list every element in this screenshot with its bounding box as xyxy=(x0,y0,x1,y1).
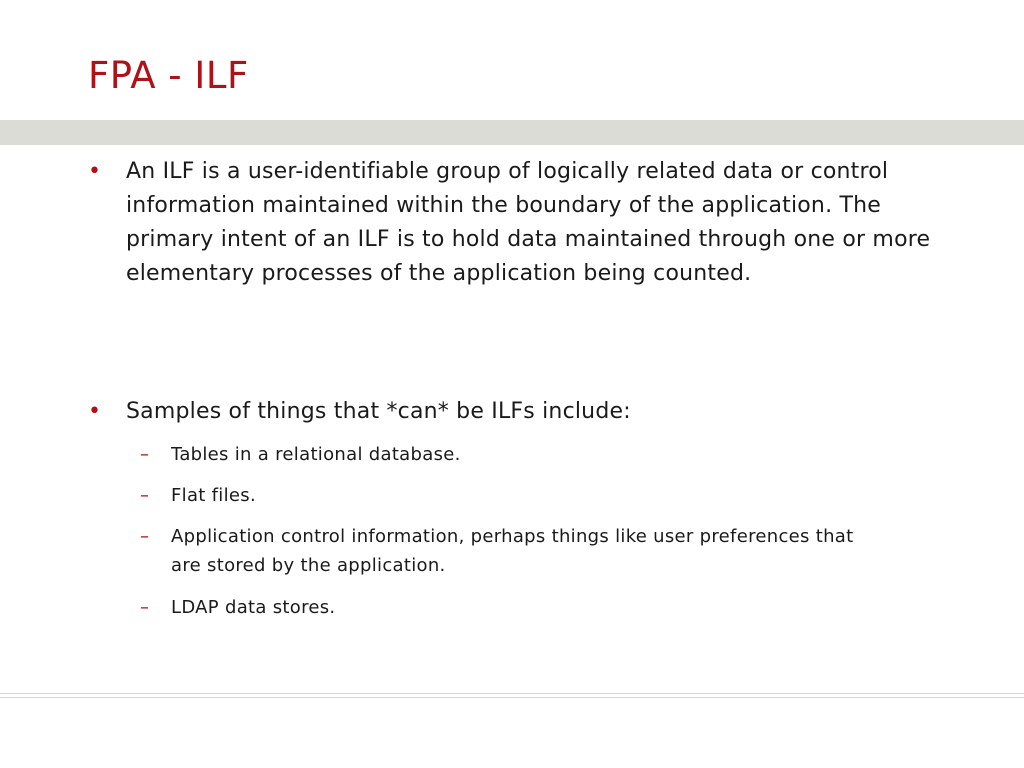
dash-icon: – xyxy=(140,444,149,465)
bullet-icon: • xyxy=(88,399,101,424)
sub-bullet-text: Tables in a relational database. xyxy=(171,444,461,465)
footer-divider xyxy=(0,693,1024,694)
slide-title: FPA - ILF xyxy=(88,54,249,97)
sub-bullet-text: Application control information, perhaps things like user preferences that are stored by the application. xyxy=(171,526,854,576)
bullet-icon: • xyxy=(88,159,101,184)
dash-icon: – xyxy=(140,526,149,547)
dash-icon: – xyxy=(140,485,149,506)
dash-icon: – xyxy=(140,597,149,618)
footer-divider xyxy=(0,697,1024,698)
bullet-text: An ILF is a user-identifiable group of logically related data or control information maintained within the boundary of the application. The primary intent of an ILF is to hold data maintained through one or more elementary processes of the application being counted. xyxy=(126,159,931,286)
bullet-text: Samples of things that *can* be ILFs include: xyxy=(126,399,631,424)
sub-bullet-text: Flat files. xyxy=(171,485,256,506)
sub-bullet-text: LDAP data stores. xyxy=(171,597,336,618)
